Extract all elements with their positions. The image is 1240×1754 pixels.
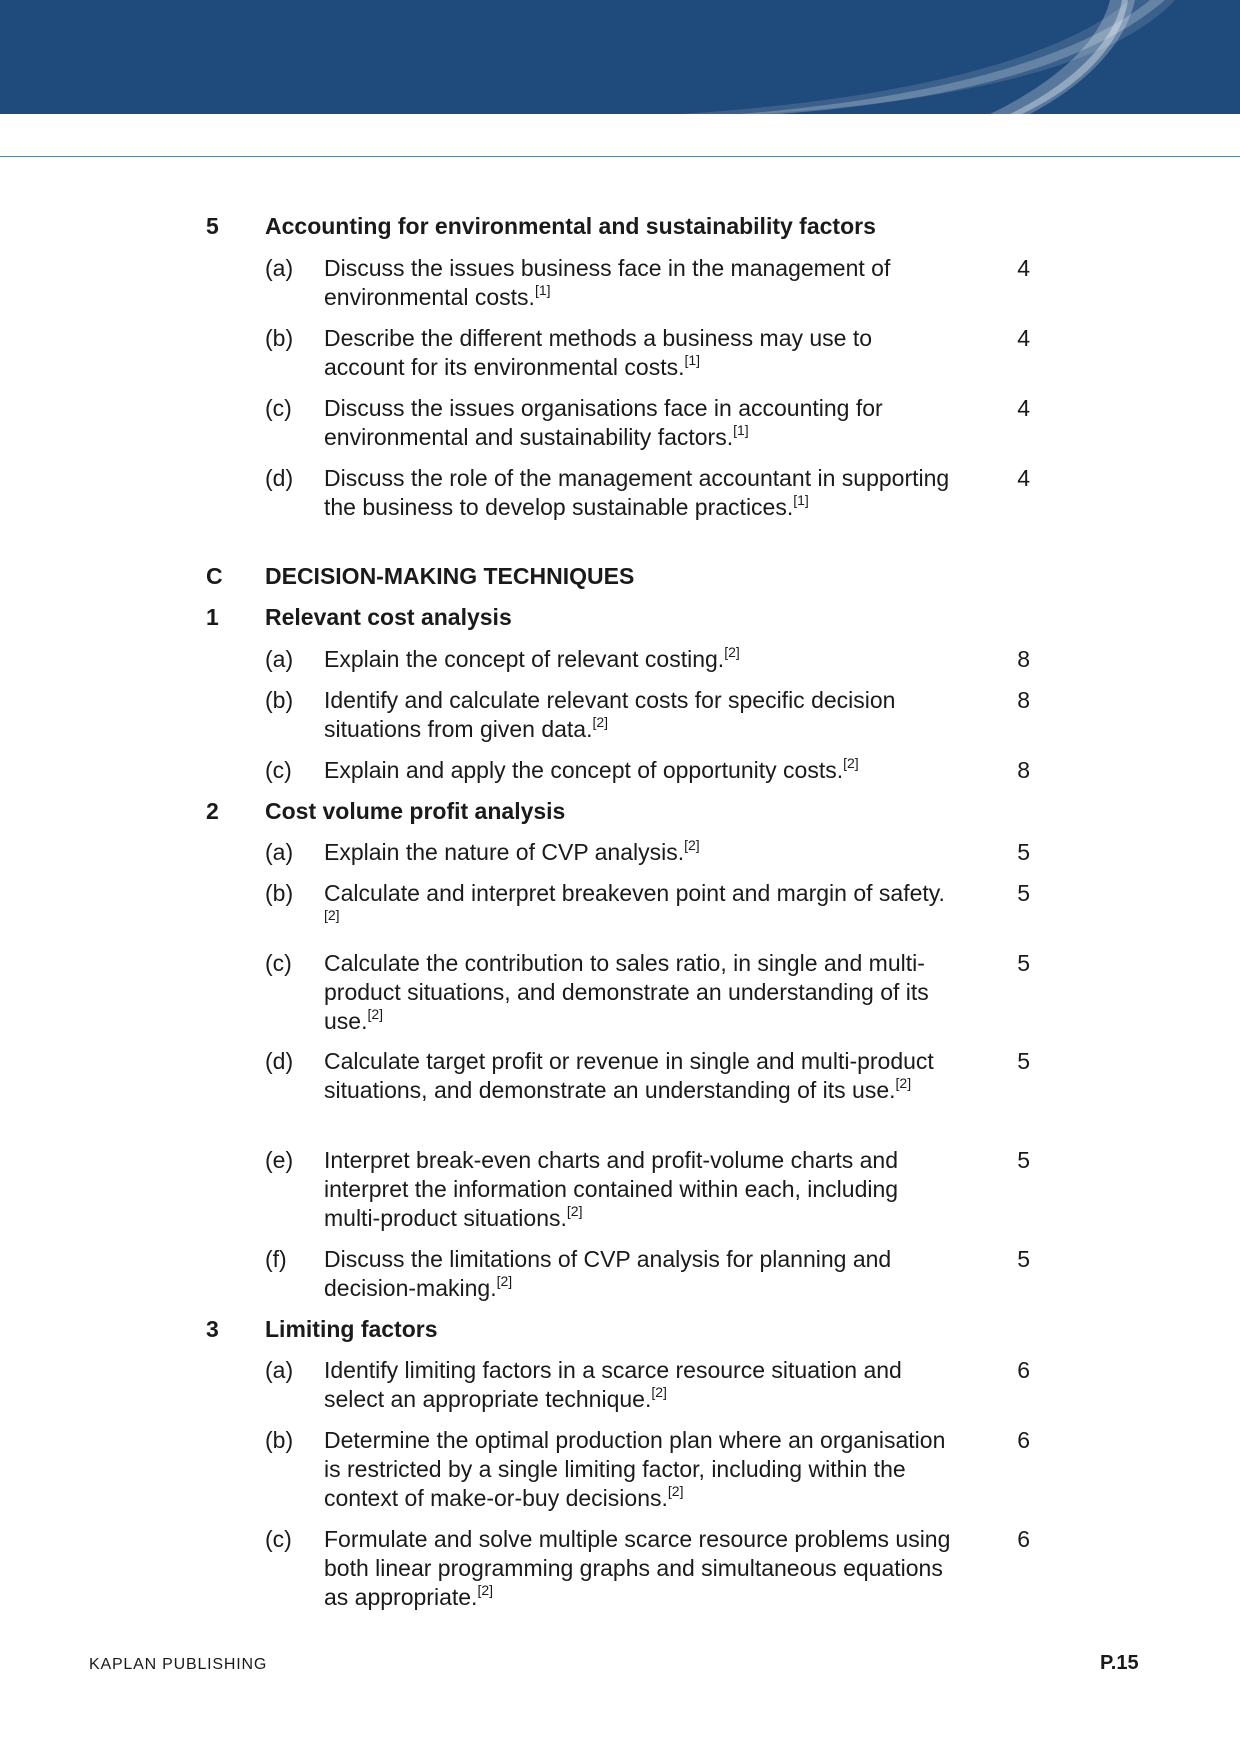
item-text: Explain and apply the concept of opportunity costs.[2] (324, 755, 859, 783)
item-text: Discuss the limitations of CVP analysis for planning and decision-making.[2] (324, 1246, 892, 1301)
item-letter: (e) (265, 1147, 294, 1173)
part-title: DECISION-MAKING TECHNIQUES (265, 563, 635, 589)
section-title: Accounting for environmental and sustainability factors (265, 213, 876, 239)
section-number: 5 (206, 213, 219, 239)
item-text: Formulate and solve multiple scarce resource problems using both linear programming graphs and simultaneous equations as appropriate.[2] (324, 1526, 951, 1610)
banner-swoosh-graphic (0, 0, 1240, 114)
item-text: Explain the nature of CVP analysis.[2] (324, 837, 700, 865)
item-reference: [2] (477, 1582, 494, 1599)
item-level: 5 (1017, 950, 1030, 976)
item-text: Explain the concept of relevant costing.[2] (324, 644, 740, 672)
item-letter: (c) (265, 395, 292, 421)
item-level: 5 (1017, 1147, 1030, 1173)
footer-publisher: KAPLAN PUBLISHING (89, 1656, 268, 1673)
part-letter: C (206, 563, 223, 589)
item-text: Discuss the role of the management accountant in supporting the business to develop sustainable practices.[1] (324, 465, 950, 520)
item-reference: [2] (324, 907, 340, 924)
section-number: 1 (206, 604, 219, 630)
section-title: Cost volume profit analysis (265, 798, 566, 824)
item-level: 8 (1017, 687, 1030, 713)
item-letter: (c) (265, 1526, 292, 1552)
item-level: 4 (1017, 465, 1030, 491)
item-letter: (d) (265, 465, 294, 491)
item-level: 5 (1017, 880, 1030, 906)
item-level: 6 (1017, 1427, 1030, 1453)
item-level: 5 (1017, 1048, 1030, 1074)
item-letter: (c) (265, 757, 292, 783)
item-letter: (a) (265, 255, 294, 281)
item-reference: [2] (566, 1203, 583, 1220)
item-text: Calculate and interpret breakeven point and margin of safety.[2] (324, 880, 945, 924)
item-reference: [2] (684, 837, 700, 854)
item-reference: [1] (793, 492, 809, 509)
header-divider (0, 156, 1240, 157)
item-text: Calculate the contribution to sales ratio, in single and multi-product situations, and demonstrate an understanding of its use.[2] (324, 950, 929, 1034)
item-letter: (a) (265, 1357, 294, 1383)
item-reference: [1] (684, 352, 701, 369)
item-letter: (c) (265, 950, 292, 976)
item-level: 4 (1017, 395, 1030, 421)
item-text: Discuss the issues business face in the management of environmental costs.[1] (324, 255, 891, 310)
item-level: 8 (1017, 646, 1030, 672)
item-reference: [2] (667, 1483, 684, 1500)
item-letter: (f) (265, 1246, 287, 1272)
header-banner (0, 0, 1240, 114)
item-text: Discuss the issues organisations face in accounting for environmental and sustainability factors.[1] (324, 395, 883, 450)
item-reference: [2] (367, 1006, 384, 1023)
item-reference: [1] (534, 282, 551, 299)
item-letter: (b) (265, 880, 294, 906)
item-text: Describe the different methods a business may use to account for its environmental costs.[1] (324, 325, 873, 380)
section-title: Relevant cost analysis (265, 604, 512, 630)
item-reference: [2] (895, 1075, 912, 1092)
item-level: 5 (1017, 839, 1030, 865)
item-level: 5 (1017, 1246, 1030, 1272)
item-reference: [2] (724, 644, 740, 661)
item-text: Interpret break-even charts and profit-volume charts and interpret the information contained within each, including multi-product situations.[2] (324, 1147, 899, 1231)
item-reference: [2] (651, 1384, 667, 1401)
item-letter: (d) (265, 1048, 294, 1074)
section-title: Limiting factors (265, 1316, 438, 1342)
item-reference: [2] (843, 755, 859, 772)
item-level: 6 (1017, 1357, 1030, 1383)
item-level: 4 (1017, 255, 1030, 281)
item-reference: [1] (733, 422, 749, 439)
item-letter: (b) (265, 1427, 294, 1453)
item-text: Identify and calculate relevant costs for specific decision situations from given data.[2] (324, 687, 896, 742)
item-letter: (a) (265, 646, 294, 672)
section-number: 2 (206, 798, 219, 824)
item-text: Identify limiting factors in a scarce resource situation and select an appropriate technique.[2] (324, 1357, 902, 1412)
section-number: 3 (206, 1316, 219, 1342)
item-level: 6 (1017, 1526, 1030, 1552)
item-reference: [2] (592, 714, 609, 731)
item-level: 8 (1017, 757, 1030, 783)
item-letter: (b) (265, 325, 294, 351)
item-level: 4 (1017, 325, 1030, 351)
item-reference: [2] (496, 1273, 513, 1290)
item-text: Calculate target profit or revenue in single and multi-product situations, and demonstrate an understanding of its use.[2] (324, 1048, 934, 1103)
footer-page-number: P.15 (1100, 1652, 1139, 1674)
item-text: Determine the optimal production plan where an organisation is restricted by a single limiting factor, including within the context of make-or-buy decisions.[2] (324, 1427, 946, 1511)
item-letter: (a) (265, 839, 294, 865)
item-letter: (b) (265, 687, 294, 713)
